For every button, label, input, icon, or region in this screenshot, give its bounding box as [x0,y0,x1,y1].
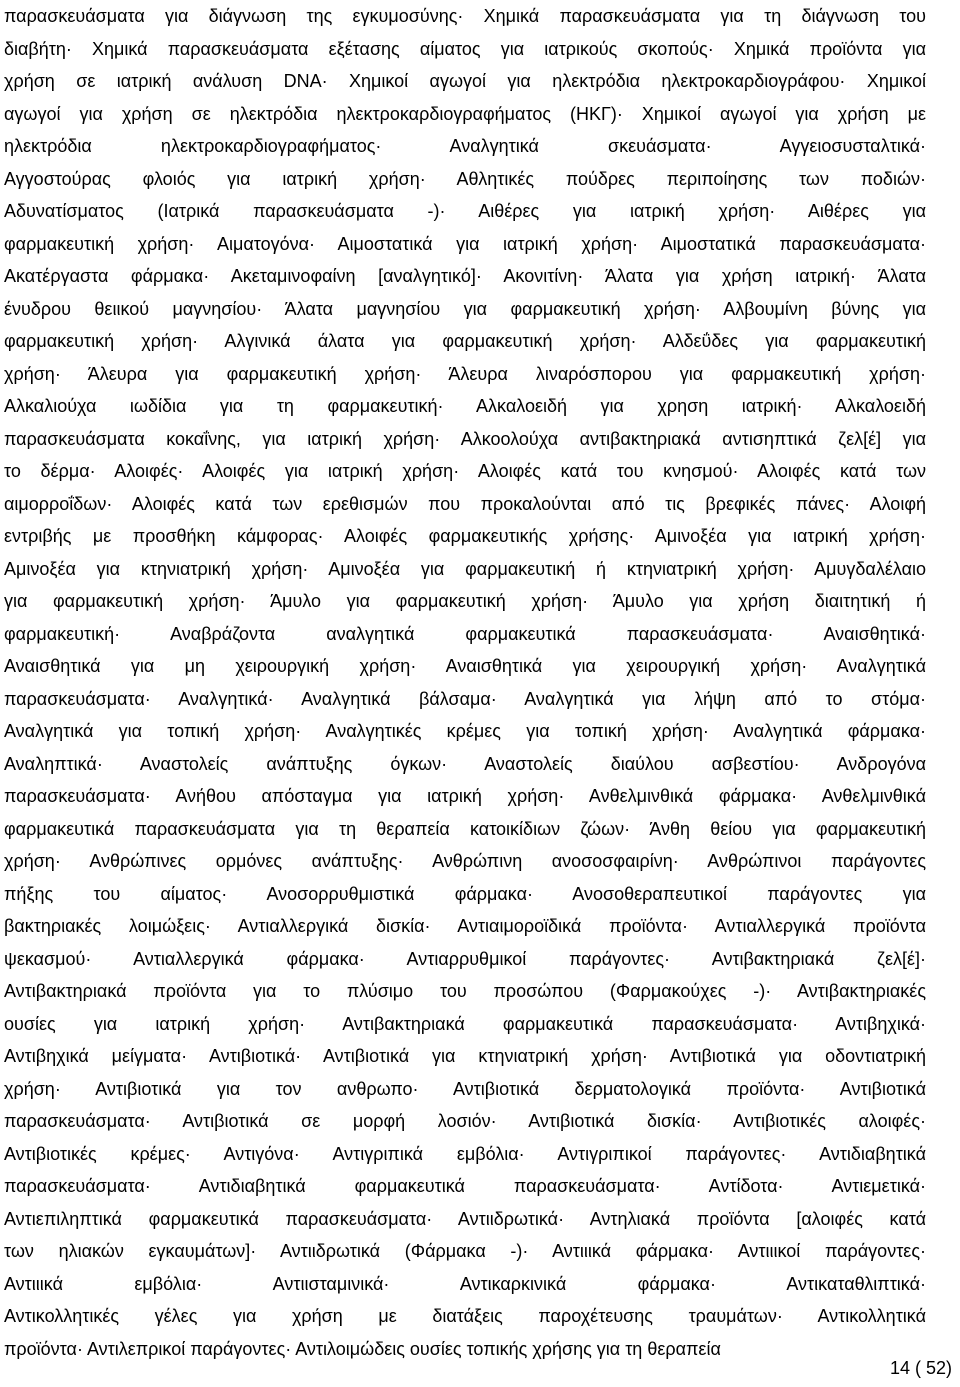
text-line: ψεκασμού· Αντιαλλεργικά φάρμακα· Αντιαρρυθμικοί παράγοντες· Αντιβακτηριακά ζελ[έ]· [4,948,926,969]
text-line: παρασκευάσματα· Αντιβιοτικά σε μορφή λοσιόν· Αντιβιοτικά δισκία· Αντιβιοτικές αλοιφές· [4,1111,926,1131]
text-line: παρασκευάσματα για διάγνωση της εγκυμοσύνης· Χημικά παρασκευάσματα για τη διάγνωση του [4,6,926,26]
text-line: Αμινοξέα για κτηνιατρική χρήση· Αμινοξέα για φαρμακευτική ή κτηνιατρική χρήση· Αμυγδαλέλαιο [4,558,926,579]
text-line: το δέρμα· Αλοιφές· Αλοιφές για ιατρική χρήση· Αλοιφές κατά του κνησμού· Αλοιφές κατά των [4,461,926,481]
body-text [4,0,926,1365]
text-line: φαρμακευτική χρήση· Αιματογόνα· Αιμοστατικά για ιατρική χρήση· Αιμοστατικά παρασκευάσματα· [4,233,926,254]
text-line: Αντιεπιληπτικά φαρμακευτικά παρασκευάσματα· Αντιιδρωτικά· Αντηλιακά προϊόντα [αλοιφές κατά [4,1208,926,1229]
text-line: Ακατέργαστα φάρμακα· Ακεταμινοφαίνη [αναλγητικό]· Ακονιτίνη· Άλατα για χρήση ιατρική· Άλατα [4,266,926,286]
text-line: παρασκευάσματα κοκαΐνης, για ιατρική χρήση· Αλκοολούχα αντιβακτηριακά αντισηπτικά ζελ[έ] για [4,428,926,449]
text-line: Αντιβιοτικές κρέμες· Αντιγόνα· Αντιγριπικά εμβόλια· Αντιγριπικοί παράγοντες· Αντιδιαβητικά [4,1143,926,1164]
text-line: Αντικολλητικές γέλες για χρήση με διατάξεις παροχέτευσης τραυμάτων· Αντικολλητικά [4,1306,926,1326]
text-line: Αντιβηχικά μείγματα· Αντιβιοτικά· Αντιβιοτικά για κτηνιατρική χρήση· Αντιβιοτικά για οδοντιατρική [4,1046,926,1066]
text-line: προϊόντα· Αντιλεπρικοί παράγοντες· Αντιλοιμώδεις ουσίες τοπικής χρήσης για τη θεραπεία [4,1338,721,1359]
text-line: Αντιιικά εμβόλια· Αντιισταμινικά· Αντικαρκινικά φάρμακα· Αντικαταθλιπτικά· [4,1273,926,1294]
text-line: Αναληπτικά· Αναστολείς ανάπτυξης όγκων· Αναστολείς διαύλου ασβεστίου· Ανδρογόνα [4,753,926,774]
text-line: φαρμακευτική χρήση· Αλγινικά άλατα για φαρμακευτική χρήση· Αλδεΰδες για φαρμακευτική [4,331,926,351]
text-line: παρασκευάσματα· Αντιδιαβητικά φαρμακευτικά παρασκευάσματα· Αντίδοτα· Αντιεμετικά· [4,1176,926,1196]
text-line: χρήση· Άλευρα για φαρμακευτική χρήση· Άλευρα λιναρόσπορου για φαρμακευτική χρήση· [4,363,926,384]
text-line: χρήση· Ανθρώπινες ορμόνες ανάπτυξης· Ανθρώπινη ανοσοσφαιρίνη· Ανθρώπινοι παράγοντες [4,851,926,871]
text-line: χρήση· Αντιβιοτικά για τον ανθρωπο· Αντιβιοτικά δερματολογικά προϊόντα· Αντιβιοτικά [4,1078,926,1099]
text-line: εντριβής με προσθήκη κάμφορας· Αλοιφές φαρμακευτικής χρήσης· Αμινοξέα για ιατρική χρήση· [4,526,926,546]
text-line: Αναισθητικά για μη χειρουργική χρήση· Αναισθητικά για χειρουργική χρήση· Αναλγητικά [4,656,926,676]
text-line: Αντιβακτηριακά προϊόντα για το πλύσιμο του προσώπου (Φαρμακούχες -)· Αντιβακτηριακές [4,981,926,1001]
text-line: αιμορροΐδων· Αλοιφές κατά των ερεθισμών που προκαλούνται από τις βρεφικές πάνες· Αλοιφή [4,493,926,514]
page-number: 14 ( 52) [889,1358,952,1378]
text-line: διαβήτη· Χημικά παρασκευάσματα εξέτασης αίματος για ιατρικούς σκοπούς· Χημικά προϊόντα για [4,38,926,59]
text-line: Αδυνατίσματος (Ιατρικά παρασκευάσματα -)· Αιθέρες για ιατρική χρήση· Αιθέρες για [4,201,926,221]
text-line: αγωγοί για χρήση σε ηλεκτρόδια ηλεκτροκαρδιογραφήματος (ΗΚΓ)· Χημικοί αγωγοί για χρήση με [4,103,926,124]
text-line: παρασκευάσματα· Αναλγητικά· Αναλγητικά βάλσαμα· Αναλγητικά για λήψη από το στόμα· [4,688,926,709]
text-line: των ηλιακών εγκαυμάτων]· Αντιιδρωτικά (Φάρμακα -)· Αντιιικά φάρμακα· Αντιιικοί παράγοντες· [4,1241,926,1261]
text-line: παρασκευάσματα· Ανήθου απόσταγμα για ιατρική χρήση· Ανθελμινθικά φάρμακα· Ανθελμινθικά [4,786,926,806]
text-line: Αγγοστούρας φλοιός για ιατρική χρήση· Αθλητικές πούδρες περιποίησης των ποδιών· [4,168,926,189]
text-line: φαρμακευτική· Αναβράζοντα αναλγητικά φαρμακευτικά παρασκευάσματα· Αναισθητικά· [4,623,926,644]
text-line: για φαρμακευτική χρήση· Άμυλο για φαρμακευτική χρήση· Άμυλο για χρήση διαιτητική ή [4,591,926,611]
text-line: πήξης του αίματος· Ανοσορρυθμιστικά φάρμακα· Ανοσοθεραπευτικοί παράγοντες για [4,883,926,904]
text-line: ουσίες για ιατρική χρήση· Αντιβακτηριακά φαρμακευτικά παρασκευάσματα· Αντιβηχικά· [4,1013,926,1034]
text-line: βακτηριακές λοιμώξεις· Αντιαλλεργικά δισκία· Αντιαιμοροϊδικά προϊόντα· Αντιαλλεργικά προϊόντα [4,916,926,936]
text-line: φαρμακευτικά παρασκευάσματα για τη θεραπεία κατοικίδιων ζώων· Άνθη θείου για φαρμακευτική [4,818,926,839]
text-line: Αναλγητικά για τοπική χρήση· Αναλγητικές κρέμες για τοπική χρήση· Αναλγητικά φάρμακα· [4,721,926,741]
text-line: Αλκαλιούχα ιωδίδια για τη φαρμακευτική· Αλκαλοειδή για χρηση ιατρική· Αλκαλοειδή [4,396,926,416]
text-line: χρήση σε ιατρική ανάλυση DNA· Χημικοί αγωγοί για ηλεκτρόδια ηλεκτροκαρδιογράφου· Χημικοί [4,71,926,91]
text-line: ένυδρου θειικού μαγνησίου· Άλατα μαγνησίου για φαρμακευτική χρήση· Αλβουμίνη βύνης για [4,298,926,319]
text-line: ηλεκτρόδια ηλεκτροκαρδιογραφήματος· Αναλγητικά σκευάσματα· Αγγειοσυσταλτικά· [4,136,926,156]
